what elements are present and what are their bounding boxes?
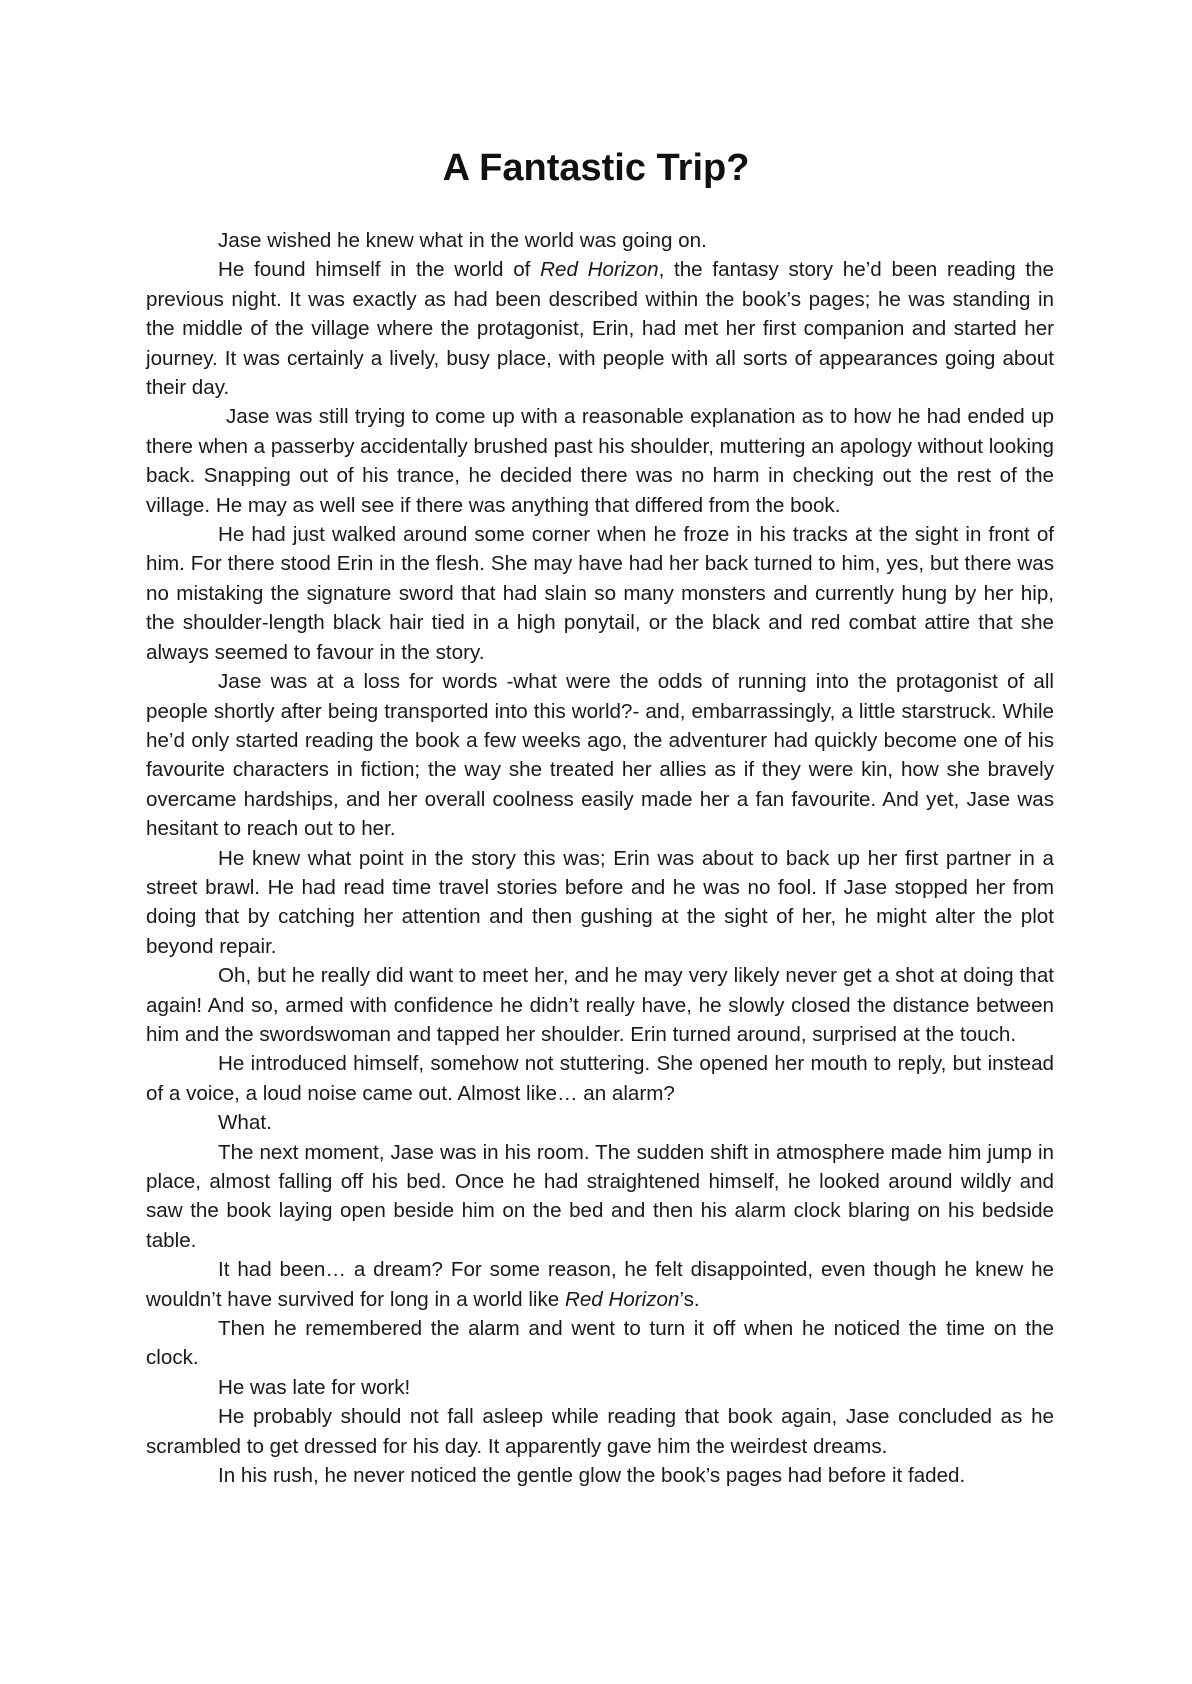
story-paragraph	[146, 226, 1054, 255]
story-paragraph	[146, 402, 1054, 520]
story-paragraph	[146, 1402, 1054, 1461]
paragraph-text: Oh, but he really did want to meet her, and he may very likely never get a shot at doing that again! And so, armed with confidence he didn’t really have, he slowly closed the distance between him and the swordswoman and tapped her shoulder. Erin turned around, surprised at the touch.	[146, 964, 1054, 1046]
paragraph-text: , the fantasy story he’d been reading the previous night. It was exactly as had been described within the book’s pages; he was standing in the middle of the village where the protagonist, Erin, had met her first companion and started her journey. It was certainly a lively, busy place, with people with all sorts of appearances going about their day.	[146, 258, 1055, 400]
paragraph-text: He probably should not fall asleep while reading that book again, Jase concluded as he scrambled to get dressed for his day. It apparently gave him the weirdest dreams.	[146, 1405, 1054, 1458]
story-title: A Fantastic Trip?	[442, 147, 750, 189]
paragraph-text: The next moment, Jase was in his room. The sudden shift in atmosphere made him jump in place, almost falling off his bed. Once he had straightened himself, he looked around wildly and saw the book laying open beside him on the bed and then his alarm clock blaring on his bedside table.	[146, 1140, 1054, 1252]
story-paragraph	[146, 1314, 1054, 1373]
story-body	[146, 226, 1054, 1490]
paragraph-text: Then he remembered the alarm and went to turn it off when he noticed the time on the clock.	[146, 1317, 1054, 1370]
story-paragraph	[146, 255, 1054, 402]
book-title-italic: Red Horizon	[564, 1287, 680, 1311]
story-paragraph	[146, 1373, 1054, 1402]
paragraph-text: He had just walked around some corner when he froze in his tracks at the sight in front of him. For there stood Erin in the flesh. She may have had her back turned to him, yes, but there was no mistaking the signature sword that had slain so many monsters and currently hung by her hip, the shoulder-length black hair tied in a high ponytail, or the black and red combat attire that she always seemed to favour in the story.	[146, 523, 1054, 664]
paragraph-text: He introduced himself, somehow not stuttering. She opened her mouth to reply, but instead of a voice, a loud noise came out. Almost like… an alarm?	[146, 1052, 1054, 1105]
story-paragraph	[146, 520, 1054, 667]
story-paragraph	[146, 1049, 1054, 1108]
story-paragraph	[146, 1138, 1054, 1256]
paragraph-text: What.	[218, 1111, 272, 1135]
paragraph-text: It had been… a dream? For some reason, he felt disappointed, even though he knew he wouldn’t have survived for long in a world like	[146, 1258, 1054, 1311]
paragraph-text: Jase wished he knew what in the world was going on.	[218, 229, 707, 252]
paragraph-text: In his rush, he never noticed the gentle glow the book’s pages had before it faded.	[218, 1464, 966, 1488]
paragraph-text: Jase was at a loss for words -what were the odds of running into the protagonist of all people shortly after being transported into this world?- and, embarrassingly, a little starstruck. While he’d only started reading the book a few weeks ago, the adventurer had quickly become one of his favourite characters in fiction; the way she treated her allies as if they were kin, how she bravely overcame hardships, and her overall coolness easily made her a fan favourite. And yet, Jase was hesitant to reach out to her.	[146, 670, 1054, 841]
paragraph-text: ’s.	[679, 1287, 700, 1311]
story-paragraph	[146, 844, 1054, 962]
story-paragraph	[146, 1255, 1054, 1314]
story-paragraph	[146, 961, 1054, 1049]
story-paragraph	[146, 1108, 1054, 1137]
paragraph-text: Jase was still trying to come up with a reasonable explanation as to how he had ended up there when a passerby accidentally brushed past his shoulder, muttering an apology without looking back. Snapping out of his trance, he decided there was no harm in checking out the rest of the village. He may as well see if there was anything that differed from the book.	[146, 405, 1054, 517]
paragraph-text: He knew what point in the story this was; Erin was about to back up her first partner in a street brawl. He had read time travel stories before and he was no fool. If Jase stopped her from doing that by catching her attention and then gushing at the sight of her, he might alter the plot beyond repair.	[146, 846, 1054, 958]
story-paragraph	[146, 667, 1054, 843]
paragraph-text: He found himself in the world of	[218, 258, 541, 282]
book-title-italic: Red Horizon	[540, 258, 659, 282]
paragraph-text: He was late for work!	[218, 1375, 411, 1399]
story-paragraph	[146, 1461, 1054, 1490]
